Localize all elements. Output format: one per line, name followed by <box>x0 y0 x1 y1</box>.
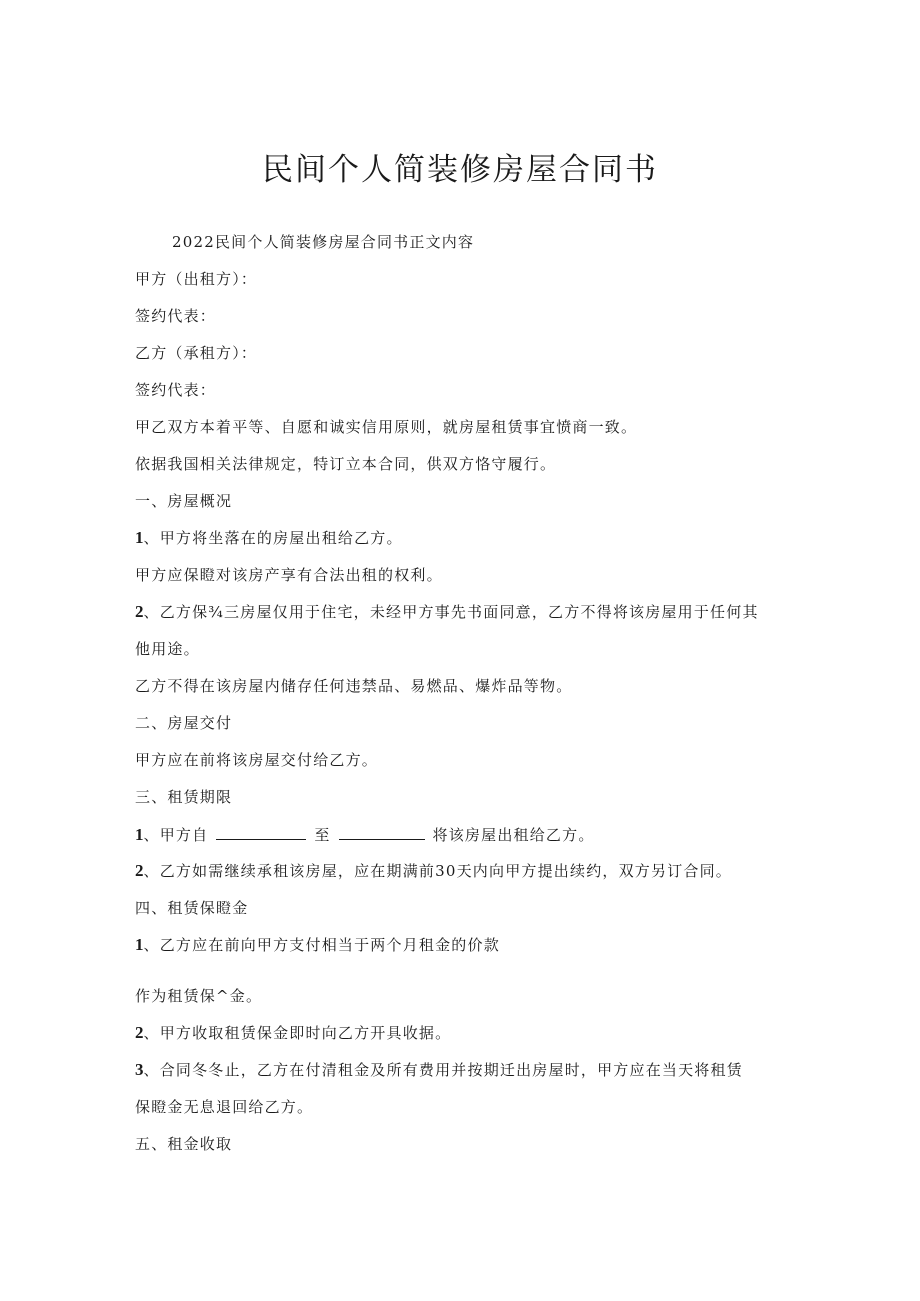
section-heading: 二、房屋交付 <box>135 714 233 732</box>
body-line: 甲方应在前将该房屋交付给乙方。 <box>135 751 379 769</box>
clause-line <box>135 934 795 956</box>
clause-line <box>135 527 795 549</box>
party-a-rep-line: 签约代表： <box>135 307 217 325</box>
clause-number: 2 <box>135 861 144 880</box>
clause-number: 1 <box>135 935 144 954</box>
clause-text: 、乙方应在前向甲方支付相当于两个月租金的价款 <box>143 936 500 954</box>
document-title: 民间个人简装修房屋合同书 <box>262 152 658 188</box>
body-line: 他用途。 <box>135 640 200 658</box>
clause-text: 、甲方将坐落在的房屋出租给乙方。 <box>143 529 403 547</box>
end-date-blank[interactable] <box>339 823 425 840</box>
body-line: 保瞪金无息退回给乙方。 <box>135 1098 314 1116</box>
clause-line <box>135 860 795 882</box>
clause-number: 2 <box>135 1023 144 1042</box>
clause-line <box>135 601 795 623</box>
clause-text: 、甲方收取租赁保金即时向乙方开具收据。 <box>143 1024 452 1042</box>
body-line: 乙方不得在该房屋内储存任何违禁品、易燃品、爆炸品等物。 <box>135 677 573 695</box>
clause-line <box>135 1059 795 1081</box>
clause-text: 、乙方保¾三房屋仅用于住宅，未经甲方事先书面同意，乙方不得将该房屋用于任何其 <box>143 603 759 621</box>
term-middle: 至 <box>314 826 331 844</box>
body-line: 甲方应保瞪对该房产享有合法出租的权利。 <box>135 566 443 584</box>
section-heading: 五、租金收取 <box>135 1135 233 1153</box>
term-suffix: 将该房屋出租给乙方。 <box>432 826 595 844</box>
clause-number: 2 <box>135 602 144 621</box>
party-b-line: 乙方（承租方）： <box>135 344 258 362</box>
intro-line: 2022民间个人简装修房屋合同书正文内容 <box>172 233 475 251</box>
section-heading: 四、租赁保瞪金 <box>135 899 249 917</box>
section-heading: 三、租赁期限 <box>135 788 233 806</box>
party-b-rep-line: 签约代表： <box>135 381 217 399</box>
body-line: 依据我国相关法律规定，特订立本合同，供双方恪守履行。 <box>135 455 557 473</box>
clause-text: 、乙方如需继续承租该房屋，应在期满前30天内向甲方提出续约，双方另订合同。 <box>143 862 732 880</box>
clause-number: 1 <box>135 825 144 844</box>
term-line <box>135 823 795 846</box>
clause-line <box>135 1022 795 1044</box>
term-prefix: 、甲方自 <box>143 826 209 844</box>
section-heading: 一、房屋概况 <box>135 492 233 510</box>
clause-text: 、合同冬冬止，乙方在付清租金及所有费用并按期迁出房屋时，甲方应在当天将租赁 <box>143 1061 743 1079</box>
start-date-blank[interactable] <box>216 823 306 840</box>
clause-number: 3 <box>135 1060 144 1079</box>
party-a-line: 甲方（出租方）： <box>135 270 258 288</box>
clause-number: 1 <box>135 528 144 547</box>
body-line: 甲乙双方本着平等、自愿和诚实信用原则，就房屋租赁事宜愤商一致。 <box>135 418 638 436</box>
body-line: 作为租赁保^金。 <box>135 987 263 1005</box>
